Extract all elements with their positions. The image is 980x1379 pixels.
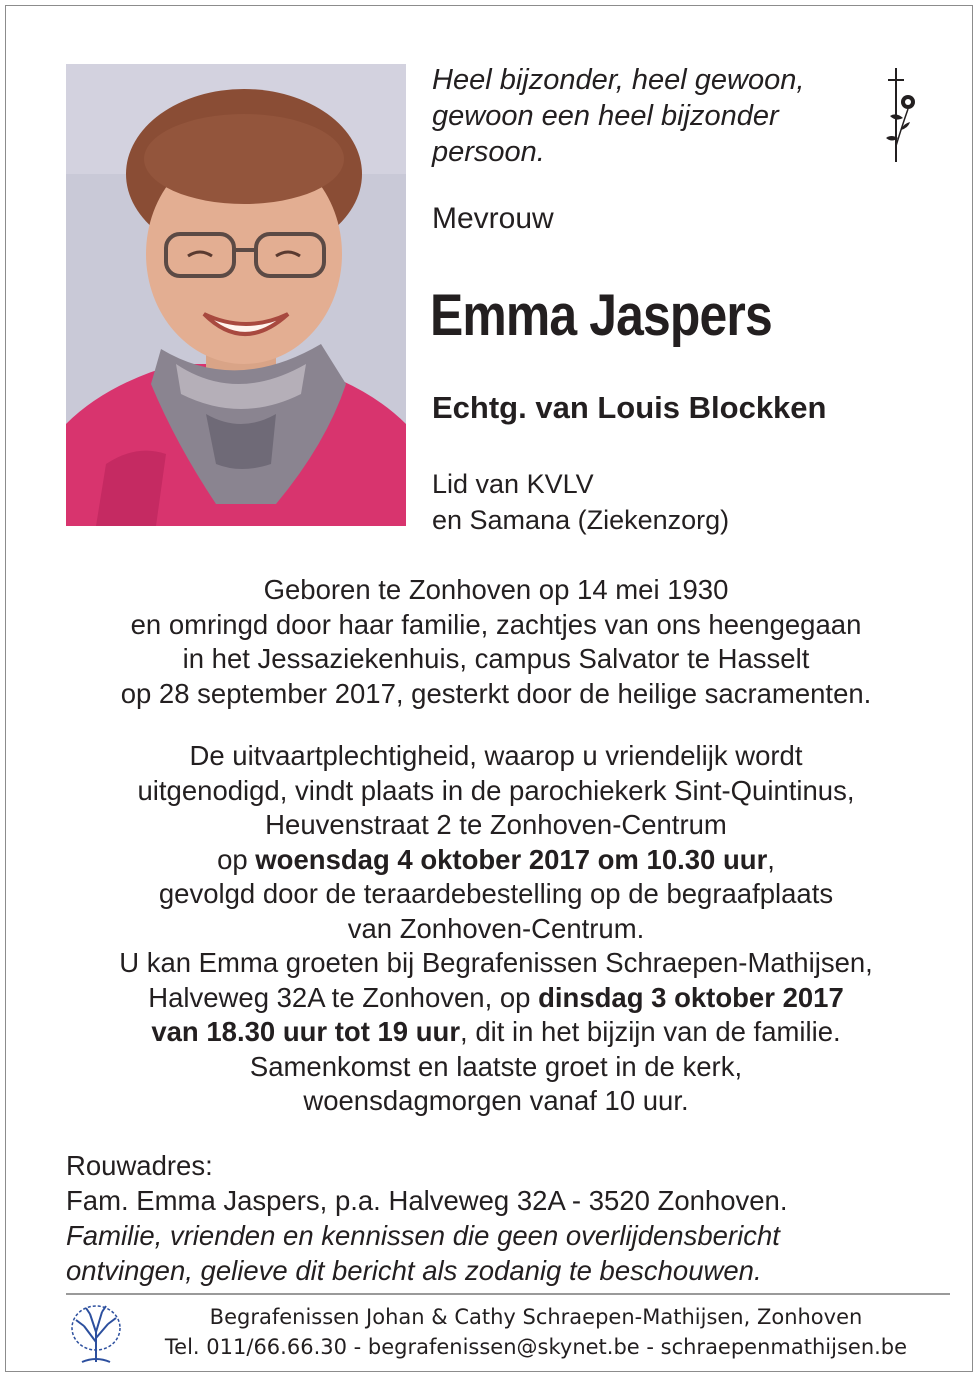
address-line: Fam. Emma Jaspers, p.a. Halveweg 32A - 3520 Zonhoven. (66, 1185, 788, 1216)
membership-line: en Samana (Ziekenzorg) (432, 505, 730, 535)
portrait-photo (66, 64, 406, 526)
birth-line: en omringd door haar familie, zachtjes van ons heengegaan (130, 608, 862, 640)
salutation: Mevrouw (432, 202, 554, 235)
funeral-line: van Zonhoven-Centrum. (347, 912, 645, 944)
funeral-line: gevolgd door de teraardebestelling op de begraafplaats (158, 878, 834, 909)
funeral-text: op (217, 843, 256, 875)
funeral-date: woensdag 4 oktober 2017 om 10.30 uur (255, 843, 768, 875)
quote (432, 62, 852, 170)
funeral-line (46, 843, 946, 878)
address-label: Rouwadres: (66, 1150, 213, 1181)
spouse-line: Echtg. van Louis Blockken (432, 390, 827, 425)
membership (432, 466, 729, 538)
tree-logo-icon (68, 1302, 124, 1366)
address-note: ontvingen, gelieve dit bericht als zodanig te beschouwen. (66, 1255, 762, 1286)
birth-line: in het Jessaziekenhuis, campus Salvator te Hasselt (182, 643, 810, 674)
obituary-card (5, 5, 973, 1372)
quote-line: Heel bijzonder, heel gewoon, (432, 64, 805, 96)
address-note: Familie, vrienden en kennissen die geen overlijdensbericht (66, 1220, 780, 1251)
birth-line: Geboren te Zonhoven op 14 mei 1930 (263, 574, 729, 605)
cross-with-rose-icon (876, 66, 926, 166)
funeral-text: , dit in het bijzijn van de familie. (460, 1016, 841, 1047)
funeral-line: De uitvaartplechtigheid, waarop u vriendelijk wordt (189, 740, 803, 771)
undertaker-footer (126, 1302, 946, 1362)
funeral-line: uitgenodigd, vindt plaats in de parochiekerk Sint-Quintinus, (137, 774, 855, 806)
footer-line: Begrafenissen Johan & Cathy Schraepen-Mathijsen, Zonhoven (209, 1305, 863, 1329)
footer-divider (66, 1293, 950, 1295)
funeral-text: , (767, 843, 775, 875)
funeral-line: U kan Emma groeten bij Begrafenissen Schraepen-Mathijsen, (119, 947, 873, 978)
birth-line: op 28 september 2017, gesterkt door de heilige sacramenten. (120, 677, 872, 709)
funeral-paragraph (46, 739, 946, 1119)
deceased-name: Emma Jaspers (430, 283, 772, 348)
funeral-line: Heuvenstraat 2 te Zonhoven-Centrum (265, 809, 727, 840)
mourning-address (66, 1148, 946, 1288)
funeral-text: Halveweg 32A te Zonhoven, op (148, 981, 539, 1013)
quote-line: gewoon een heel bijzonder (432, 100, 779, 132)
footer-line: Tel. 011/66.66.30 - begrafenissen@skynet.be - schraepenmathijsen.be (164, 1335, 908, 1359)
visitation-time: van 18.30 uur tot 19 uur (151, 1016, 461, 1047)
membership-line: Lid van KVLV (432, 469, 594, 499)
birth-paragraph (46, 573, 946, 711)
funeral-line: Samenkomst en laatste groet in de kerk, (249, 1050, 743, 1082)
visitation-date: dinsdag 3 oktober 2017 (538, 981, 844, 1013)
quote-line: persoon. (432, 136, 545, 168)
funeral-line (46, 981, 946, 1016)
funeral-line: woensdagmorgen vanaf 10 uur. (303, 1085, 689, 1116)
funeral-line (46, 1015, 946, 1050)
